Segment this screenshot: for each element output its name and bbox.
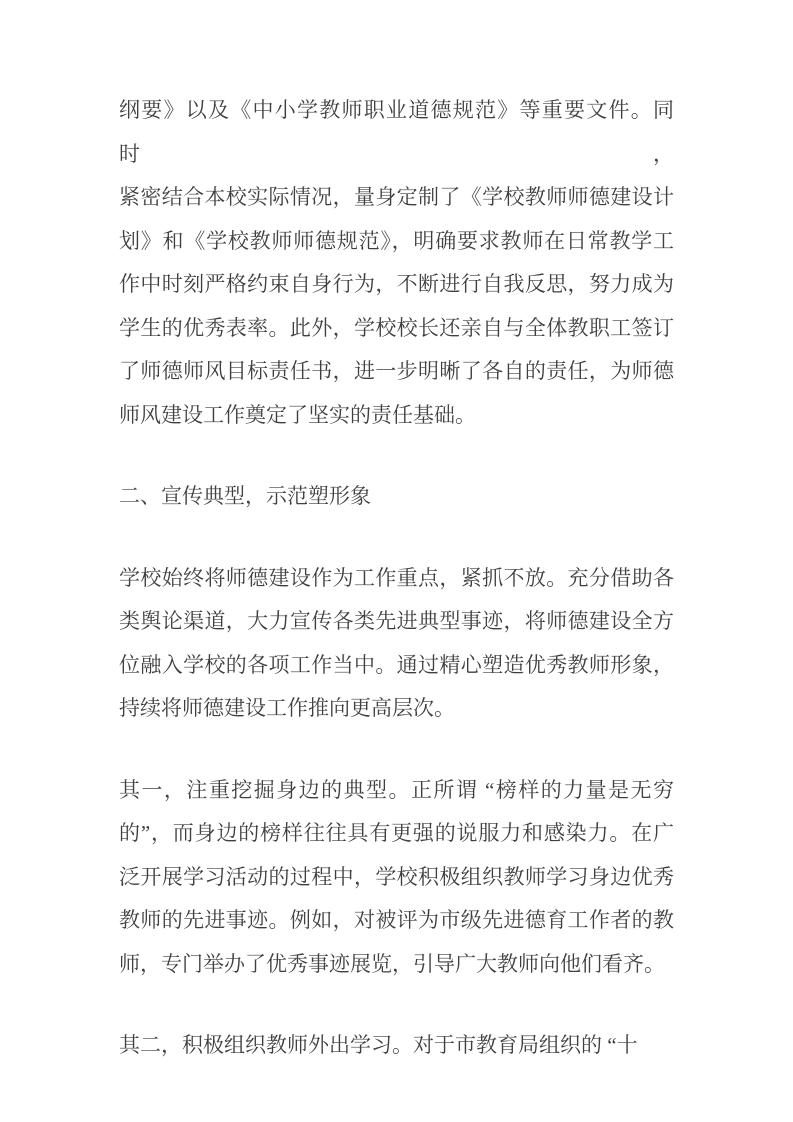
section-heading [119, 475, 674, 519]
document-text-body [119, 89, 674, 1068]
paragraph-line: 类舆论渠道，大力宣传各类先进典型事迹，将师德建设全方 [119, 609, 674, 633]
paragraph-line: 泛开展学习活动的过程中，学校积极组织教师学习身边优秀 [119, 864, 674, 889]
paragraph-line: 位融入学校的各项工作当中。通过精心塑造优秀教师形象， [119, 652, 674, 677]
heading-line: 二、宣传典型，示范塑形象 [119, 484, 371, 508]
paragraph-line: 其一，注重挖掘身边的典型。正所谓 “榜样的力量是无穷 [119, 777, 674, 802]
paragraph [119, 1024, 674, 1068]
paragraph-line: 了师德师风目标责任书，进一步明晰了各自的责任，为师德 [119, 359, 674, 383]
paragraph-line: 纲要》以及《中小学教师职业道德规范》等重要文件。同时， [119, 98, 674, 166]
paragraph-line: 的”，而身边的榜样往往具有更强的说服力和感染力。在广 [119, 821, 674, 845]
paragraph [119, 557, 674, 731]
paragraph-line: 教师的先进事迹。例如，对被评为市级先进德育工作者的教 [119, 908, 674, 932]
paragraph-line: 紧密结合本校实际情况，量身定制了《学校教师师德建设计 [119, 185, 674, 209]
paragraph-line: 学校始终将师德建设作为工作重点，紧抓不放。充分借助各 [119, 565, 674, 590]
paragraph-line: 师风建设工作奠定了坚实的责任基础。 [119, 402, 476, 427]
paragraph-line: 师，专门举办了优秀事迹展览，引导广大教师向他们看齐。 [119, 951, 665, 976]
paragraph [119, 769, 674, 987]
paragraph [119, 89, 674, 437]
paragraph-line: 划》和《学校教师师德规范》，明确要求教师在日常教学工 [119, 228, 674, 253]
paragraph-line: 学生的优秀表率。此外，学校校长还亲自与全体教职工签订 [119, 315, 674, 340]
paragraph-line: 作中时刻严格约束自身行为，不断进行自我反思，努力成为 [119, 272, 674, 296]
paragraph-line: 持续将师德建设工作推向更高层次。 [119, 696, 455, 720]
paragraph-line: 其二，积极组织教师外出学习。对于市教育局组织的 “十 [119, 1033, 638, 1057]
